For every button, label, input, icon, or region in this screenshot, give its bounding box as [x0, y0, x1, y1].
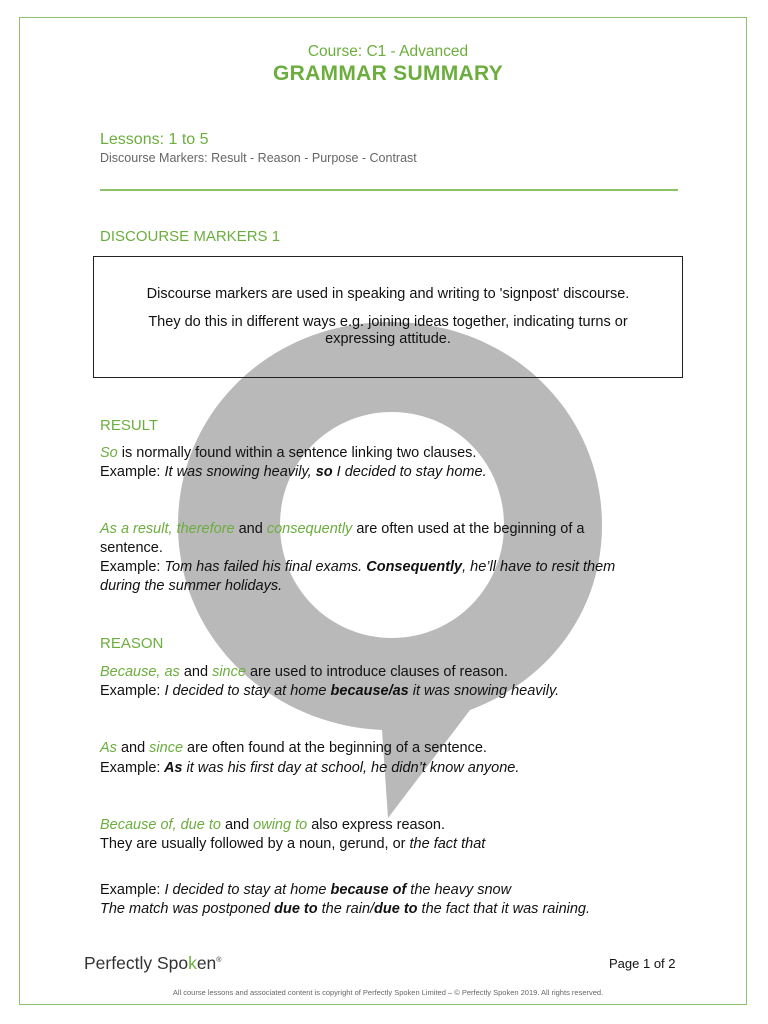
- reason-example-3: Example: I decided to stay at home because of the heavy snow: [100, 882, 512, 898]
- result-example-1: Example: It was snowing heavily, so I decided to stay home.: [100, 464, 487, 480]
- page-title: GRAMMAR SUMMARY: [272, 62, 504, 85]
- reason-example-2: Example: As it was his first day at school, he didn’t know anyone.: [100, 760, 520, 776]
- header-divider: [100, 189, 678, 191]
- reason-example-3-cont: The match was postponed due to the rain/due to the fact that it was raining.: [100, 901, 591, 917]
- lessons-label: Lessons: 1 to 5: [100, 131, 209, 148]
- result-example-2: Example: Tom has failed his final exams. Consequently, he’ll have to resit them: [100, 559, 616, 575]
- reason-rule-3-cont: They are usually followed by a noun, gerund, or the fact that: [100, 836, 486, 852]
- result-rule-1: So is normally found within a sentence linking two clauses.: [100, 445, 477, 461]
- intro-paragraph-1: Discourse markers are used in speaking and writing to 'signpost' discourse.: [146, 286, 630, 302]
- result-example-2-cont: during the summer holidays.: [100, 578, 283, 594]
- result-rule-2: As a result, therefore and consequently are often used at the beginning of a: [100, 521, 585, 537]
- result-heading: RESULT: [100, 417, 159, 434]
- copyright-notice: All course lessons and associated content is copyright of Perfectly Spoken Limited – © Perfectly Spoken 2019. All rights reserved.: [172, 988, 604, 997]
- intro-paragraph-2: They do this in different ways e.g. joining ideas together, indicating turns or expressing attitude.: [148, 314, 628, 347]
- page-subtitle: Discourse Markers: Result - Reason - Purpose - Contrast: [100, 151, 417, 165]
- reason-example-1: Example: I decided to stay at home because/as it was snowing heavily.: [100, 683, 560, 699]
- page-number: Page 1 of 2: [609, 956, 676, 971]
- perfectly-spoken-logo: Perfectly Spoken®: [84, 953, 222, 973]
- reason-heading: REASON: [100, 635, 164, 652]
- course-label: Course: C1 - Advanced: [307, 43, 469, 60]
- intro-box: [93, 256, 683, 378]
- reason-rule-3: Because of, due to and owing to also express reason.: [100, 817, 446, 833]
- reason-rule-1: Because, as and since are used to introduce clauses of reason.: [100, 664, 508, 680]
- section-heading: DISCOURSE MARKERS 1: [100, 228, 281, 245]
- reason-rule-2: As and since are often found at the beginning of a sentence.: [100, 740, 487, 756]
- result-rule-2-cont: sentence.: [100, 540, 163, 556]
